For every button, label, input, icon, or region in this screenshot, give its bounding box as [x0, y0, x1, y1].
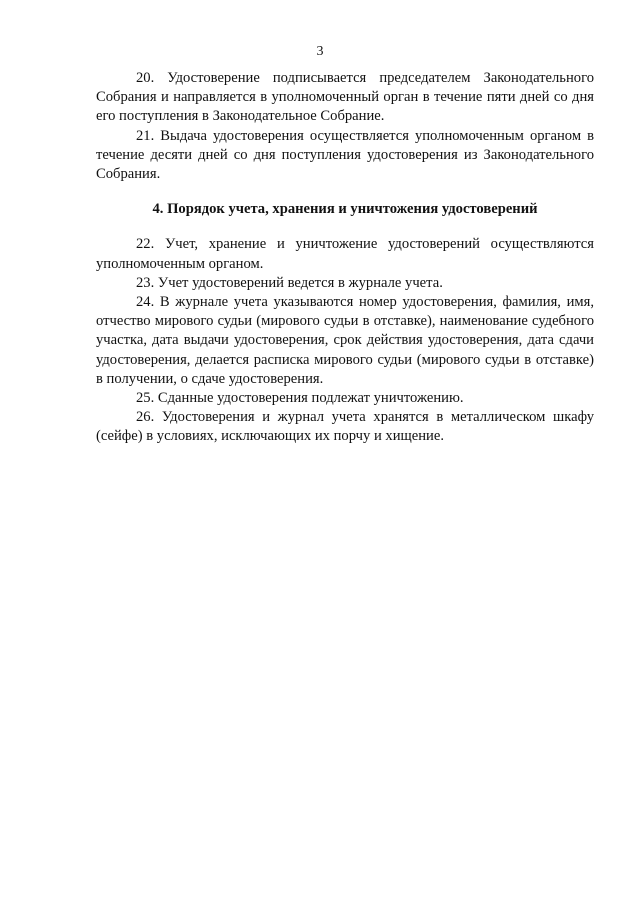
paragraph-26: 26. Удостоверения и журнал учета хранятся в металлическом шкафу (сейфе) в условиях, исключающих их порчу и хищение.	[96, 409, 594, 445]
paragraph-24: 24. В журнале учета указываются номер удостоверения, фамилия, имя, отчество мирового судьи (мирового судьи в отставке), наименование судебного участка, дата выдачи удостоверения, срок действия удостоверения, дата сдачи удостоверения, делается расписка мирового судьи (мирового судьи в отставке) в получении, о сдаче удостоверения.	[96, 294, 594, 387]
page-number: 3	[316, 44, 324, 59]
document-body	[96, 69, 594, 447]
paragraph-23: 23. Учет удостоверений ведется в журнале учета.	[136, 274, 443, 291]
paragraph-22: 22. Учет, хранение и уничтожение удостоверений осуществляются уполномоченным органом.	[96, 236, 594, 272]
paragraph-25: 25. Сданные удостоверения подлежат уничтожению.	[136, 390, 464, 407]
paragraph-20: 20. Удостоверение подписывается председателем Законодательного Собрания и направляется в уполномоченный орган в течение пяти дней со дня его поступления в Законодательное Собрание.	[96, 70, 594, 125]
section-heading: 4. Порядок учета, хранения и уничтожения удостоверений	[152, 201, 538, 218]
paragraph-21: 21. Выдача удостоверения осуществляется уполномоченным органом в течение десяти дней со дня поступления удостоверения из Законодательного Собрания.	[96, 127, 594, 183]
